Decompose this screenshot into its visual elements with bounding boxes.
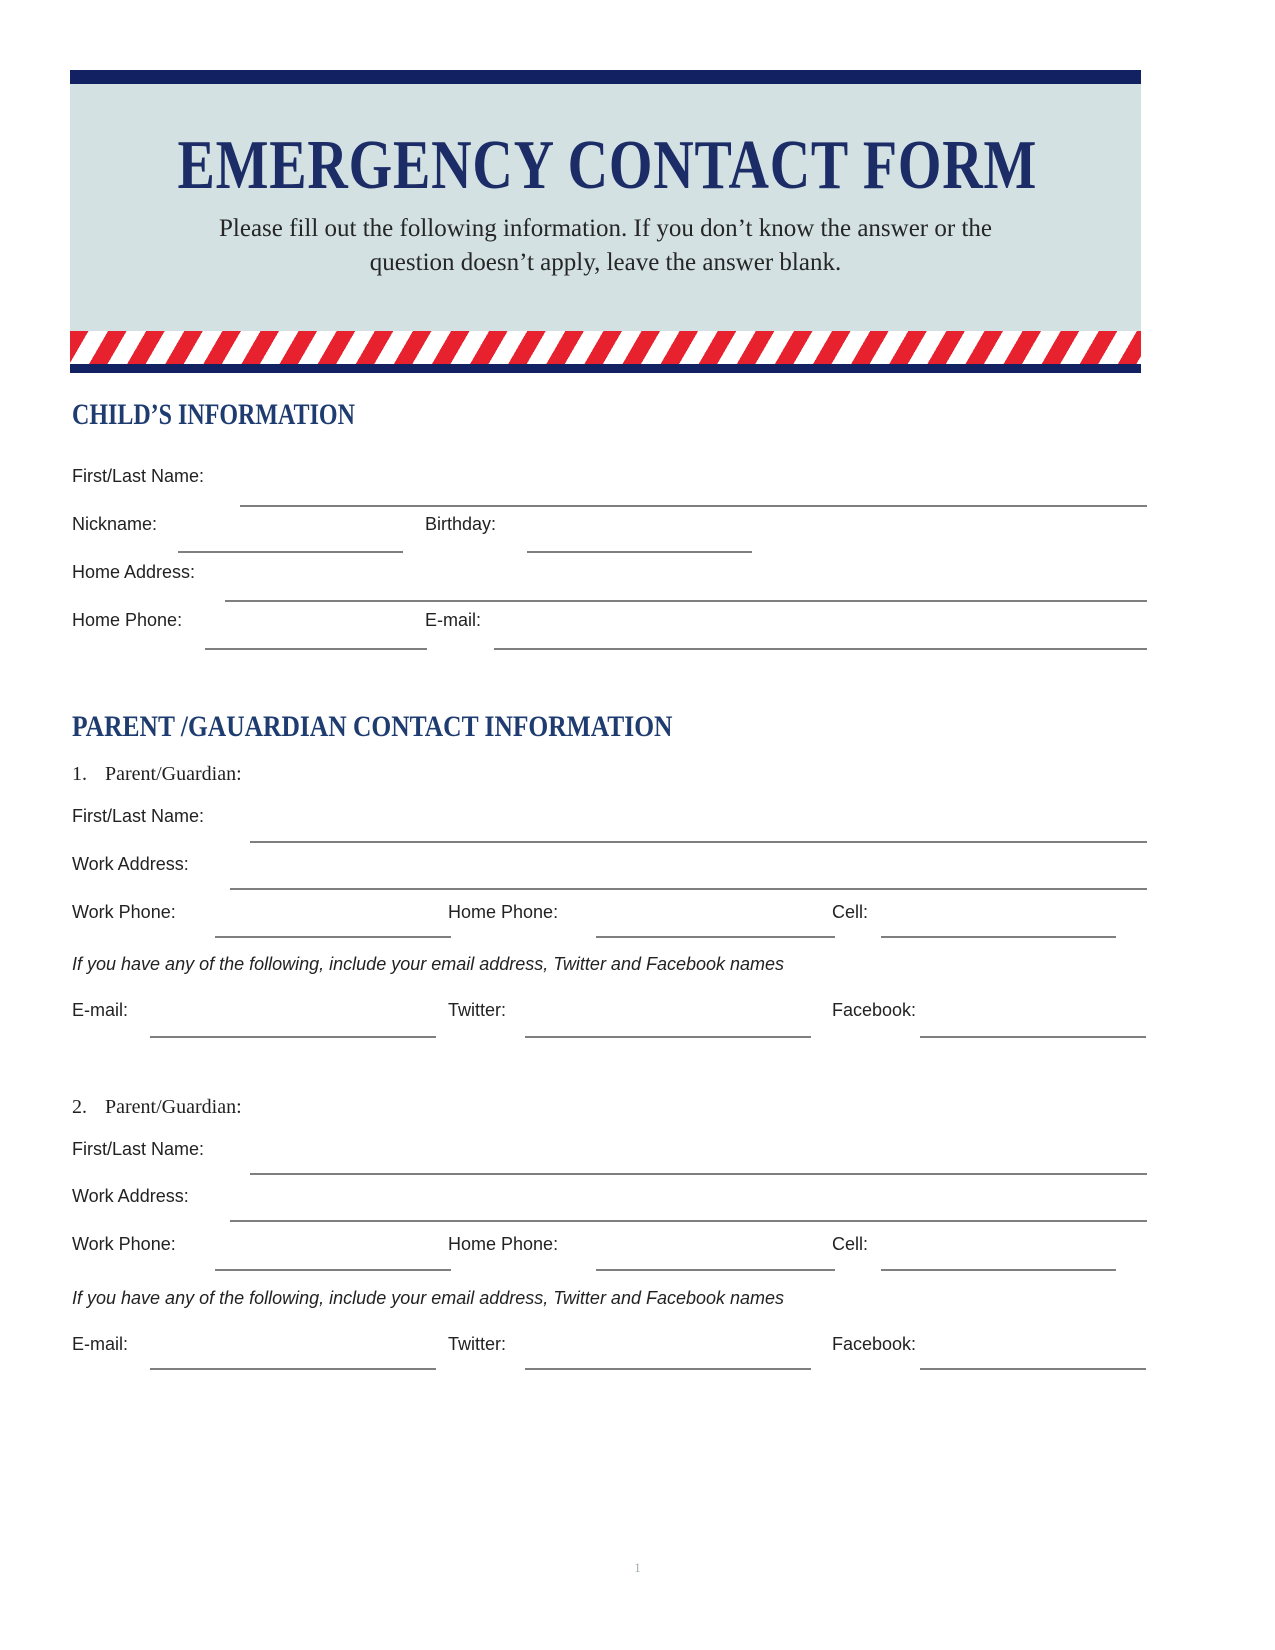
header-subtitle-line2: question doesn’t apply, leave the answer blank. bbox=[369, 249, 842, 276]
parent2-social-note: If you have any of the following, include your email address, Twitter and Facebook names bbox=[72, 1288, 785, 1308]
parent2-item-number: 2. bbox=[72, 1096, 87, 1118]
parent2-home-phone-label: Home Phone: bbox=[448, 1234, 559, 1254]
parent2-facebook-input[interactable] bbox=[920, 1342, 1146, 1370]
parent2-email-input[interactable] bbox=[150, 1342, 436, 1370]
parent1-work-address-input[interactable] bbox=[230, 862, 1147, 890]
child-nickname-label: Nickname: bbox=[72, 514, 158, 534]
child-home-phone-label: Home Phone: bbox=[72, 610, 183, 630]
header-panel bbox=[70, 84, 1141, 331]
parent1-first-last-name-label: First/Last Name: bbox=[72, 806, 205, 826]
parent2-facebook-label: Facebook: bbox=[832, 1334, 917, 1354]
child-first-last-name-label: First/Last Name: bbox=[72, 466, 205, 486]
parent1-home-phone-label: Home Phone: bbox=[448, 902, 559, 922]
parent2-first-last-name-input[interactable] bbox=[250, 1147, 1147, 1175]
page-title-text: EMERGENCY CONTACT FORM bbox=[177, 127, 1038, 204]
child-email-label: E-mail: bbox=[425, 610, 482, 630]
parent2-item bbox=[72, 1096, 242, 1119]
parent1-cell-input[interactable] bbox=[881, 910, 1116, 938]
parent1-facebook-label: Facebook: bbox=[832, 1000, 917, 1020]
parent2-work-phone-label: Work Phone: bbox=[72, 1234, 176, 1254]
parent2-twitter-label: Twitter: bbox=[448, 1334, 507, 1354]
parent1-home-phone-input[interactable] bbox=[596, 910, 835, 938]
child-nickname-input[interactable] bbox=[178, 525, 403, 553]
parent1-social-note: If you have any of the following, include your email address, Twitter and Facebook names bbox=[72, 954, 785, 974]
parent2-home-phone-input[interactable] bbox=[596, 1243, 835, 1271]
parent1-email-input[interactable] bbox=[150, 1010, 436, 1038]
parent1-work-phone-label: Work Phone: bbox=[72, 902, 176, 922]
parent1-item-label: Parent/Guardian: bbox=[105, 763, 242, 785]
parent2-twitter-input[interactable] bbox=[525, 1342, 811, 1370]
parent1-email-label: E-mail: bbox=[72, 1000, 129, 1020]
parent2-work-address-label: Work Address: bbox=[72, 1186, 189, 1206]
parent1-first-last-name-input[interactable] bbox=[250, 815, 1147, 843]
child-section-heading: CHILD’S INFORMATION bbox=[72, 398, 355, 431]
top-border-bar bbox=[70, 70, 1141, 84]
page-title bbox=[70, 126, 1141, 206]
page-number: 1 bbox=[634, 1560, 641, 1575]
child-home-address-input[interactable] bbox=[225, 574, 1147, 602]
parent2-work-address-input[interactable] bbox=[230, 1194, 1147, 1222]
stripe-bottom-bar bbox=[70, 364, 1141, 373]
parent1-item bbox=[72, 763, 242, 786]
parent2-cell-label: Cell: bbox=[832, 1234, 869, 1254]
parent2-item-label: Parent/Guardian: bbox=[105, 1096, 242, 1118]
parent2-first-last-name-label: First/Last Name: bbox=[72, 1139, 205, 1159]
parent1-facebook-input[interactable] bbox=[920, 1010, 1146, 1038]
child-birthday-label: Birthday: bbox=[425, 514, 497, 534]
parent1-twitter-input[interactable] bbox=[525, 1010, 811, 1038]
child-birthday-input[interactable] bbox=[527, 525, 752, 553]
parent1-twitter-label: Twitter: bbox=[448, 1000, 507, 1020]
parent2-email-label: E-mail: bbox=[72, 1334, 129, 1354]
parent1-work-address-label: Work Address: bbox=[72, 854, 189, 874]
parent1-item-number: 1. bbox=[72, 763, 87, 785]
child-email-input[interactable] bbox=[494, 622, 1147, 650]
parent2-work-phone-input[interactable] bbox=[215, 1243, 451, 1271]
parent-section-heading: PARENT /GAUARDIAN CONTACT INFORMATION bbox=[72, 710, 673, 743]
parent2-cell-input[interactable] bbox=[881, 1243, 1116, 1271]
parent1-cell-label: Cell: bbox=[832, 902, 869, 922]
child-home-address-label: Home Address: bbox=[72, 562, 196, 582]
parent1-work-phone-input[interactable] bbox=[215, 910, 451, 938]
header-subtitle-line1: Please fill out the following information. If you don’t know the answer or the bbox=[219, 215, 992, 242]
child-first-last-name-input[interactable] bbox=[240, 479, 1147, 507]
child-home-phone-input[interactable] bbox=[205, 622, 427, 650]
header-subtitle bbox=[70, 212, 1141, 280]
stripe-band bbox=[70, 331, 1141, 364]
